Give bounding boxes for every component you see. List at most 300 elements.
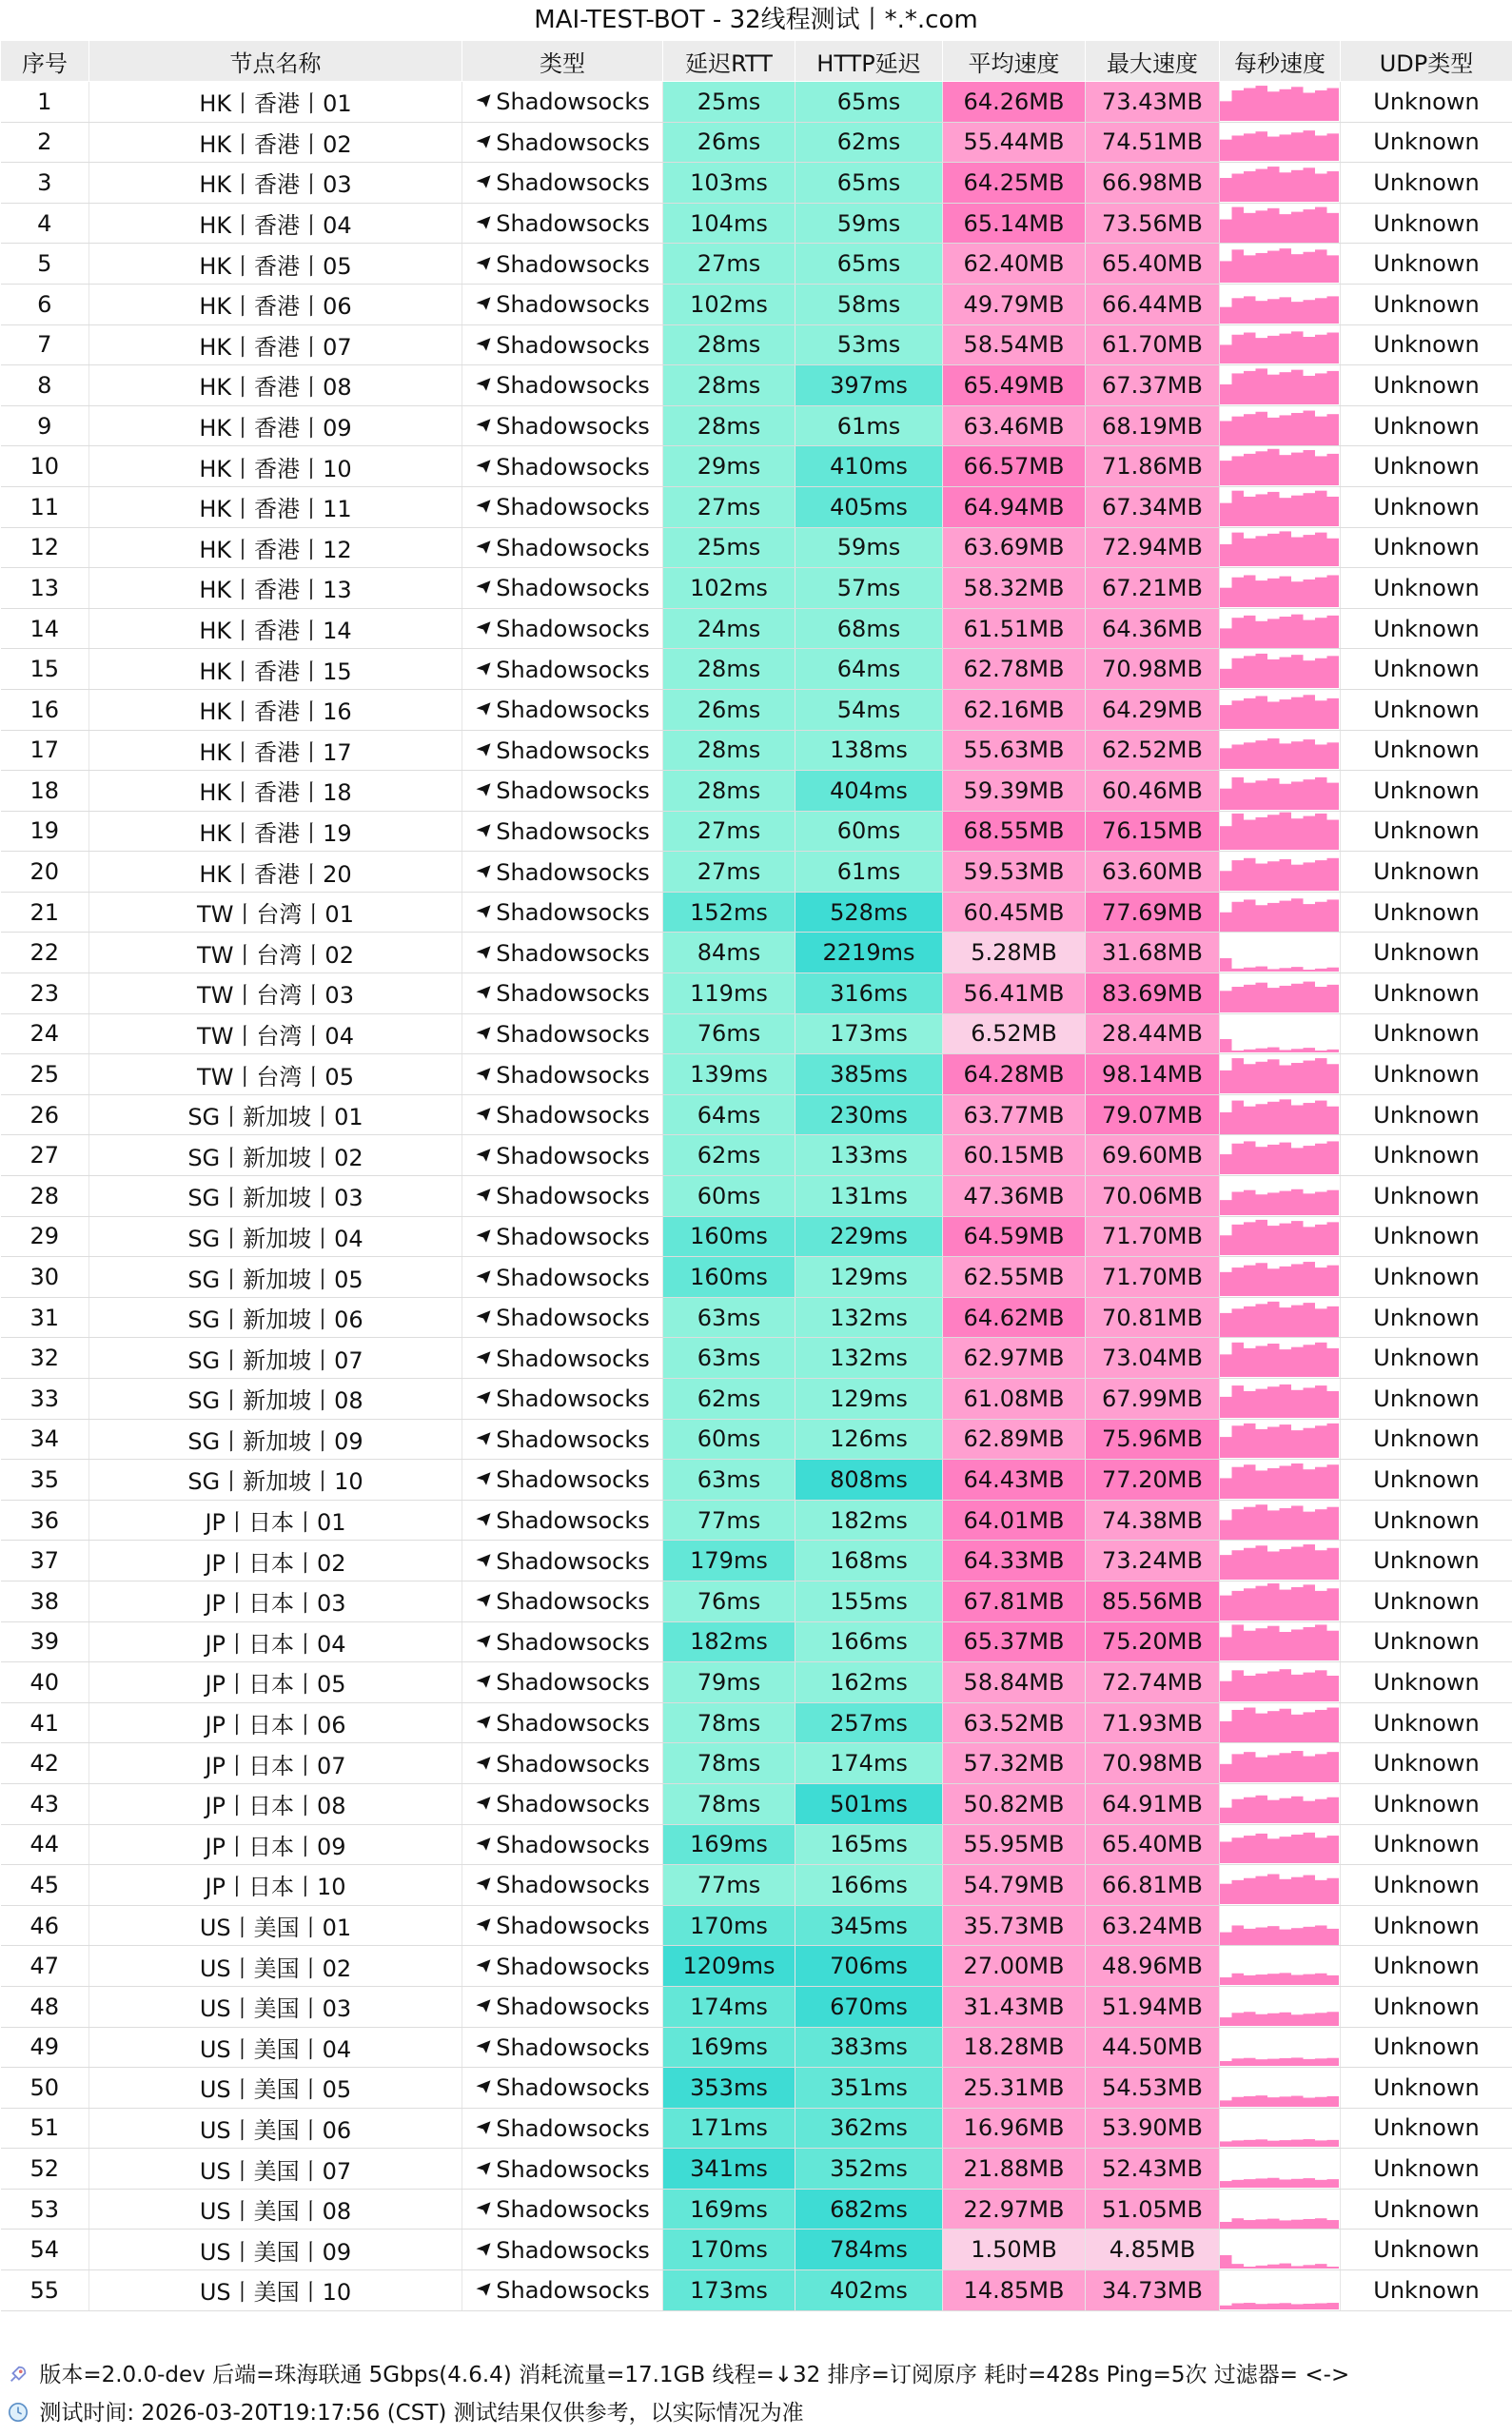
speed-sample-bar	[1291, 302, 1304, 324]
node-name-cell: SG丨新加坡丨07	[89, 1338, 462, 1379]
table-row[interactable]	[1, 1702, 1512, 1743]
paper-plane-icon	[475, 1308, 492, 1326]
node-name-cell: SG丨新加坡丨08	[89, 1379, 462, 1420]
index-cell: 25	[1, 1054, 89, 1095]
speed-sample-bar	[1232, 658, 1245, 688]
speed-sparkline	[1220, 2069, 1339, 2107]
speed-sample-bar	[1280, 1708, 1292, 1741]
speed-sparkline	[1220, 245, 1339, 283]
paper-plane-icon	[475, 376, 492, 393]
table-row[interactable]	[1, 446, 1512, 487]
speed-sample-bar	[1291, 1714, 1304, 1741]
table-row[interactable]	[1, 2027, 1512, 2068]
udp-type-cell: Unknown	[1341, 1824, 1512, 1865]
max-speed-cell: 31.68MB	[1086, 933, 1220, 973]
type-label: Shadowsocks	[496, 2236, 650, 2264]
table-row[interactable]	[1, 1662, 1512, 1703]
speed-sample-bar	[1267, 579, 1280, 607]
table-row[interactable]	[1, 568, 1512, 609]
type-cell	[462, 1176, 663, 1217]
speed-sparkline	[1220, 974, 1339, 1012]
table-row[interactable]	[1, 1135, 1512, 1176]
speed-sample-bar	[1291, 967, 1304, 972]
type-label: Shadowsocks	[496, 1264, 650, 1291]
table-row[interactable]	[1, 1946, 1512, 1987]
table-row[interactable]	[1, 122, 1512, 163]
speed-sample-bar	[1244, 2267, 1256, 2269]
table-row[interactable]	[1, 324, 1512, 365]
avg-speed-cell: 64.28MB	[943, 1054, 1086, 1095]
node-name-cell: SG丨新加坡丨09	[89, 1419, 462, 1460]
table-row[interactable]	[1, 1297, 1512, 1338]
paper-plane-icon	[475, 539, 492, 556]
node-name-cell: HK丨香港丨16	[89, 689, 462, 730]
speed-sample-bar	[1291, 1222, 1304, 1256]
node-name-cell: HK丨香港丨13	[89, 568, 462, 609]
http-latency-cell: 132ms	[795, 1338, 943, 1379]
speed-sample-bar	[1232, 1308, 1245, 1337]
type-cell	[462, 1013, 663, 1054]
speed-sample-bar	[1304, 1262, 1316, 1296]
speed-sample-bar	[1232, 250, 1245, 284]
http-latency-cell: 351ms	[795, 2068, 943, 2109]
speed-sample-bar	[1304, 779, 1316, 810]
speed-sample-bar	[1280, 744, 1292, 770]
max-speed-cell: 73.43MB	[1086, 82, 1220, 123]
table-row[interactable]	[1, 771, 1512, 812]
node-name-cell: US丨美国丨03	[89, 1986, 462, 2027]
speed-sample-bar	[1280, 617, 1292, 648]
speed-sample-bar	[1327, 1707, 1340, 1742]
avg-speed-cell: 58.54MB	[943, 324, 1086, 365]
speed-sparkline	[1220, 2271, 1339, 2309]
table-row[interactable]	[1, 365, 1512, 406]
table-row[interactable]	[1, 1621, 1512, 1662]
type-cell	[462, 649, 663, 690]
table-row[interactable]	[1, 1783, 1512, 1824]
rtt-cell: 27ms	[663, 811, 795, 852]
type-label: Shadowsocks	[496, 1588, 650, 1616]
table-row[interactable]	[1, 2189, 1512, 2230]
speed-sample-bar	[1315, 1670, 1327, 1701]
speed-sample-bar	[1304, 1345, 1316, 1377]
speed-sample-bar	[1232, 1974, 1245, 1985]
speed-sample-bar	[1244, 1836, 1256, 1863]
table-row[interactable]	[1, 1500, 1512, 1541]
index-cell: 43	[1, 1783, 89, 1824]
speed-sample-bar	[1280, 1051, 1292, 1053]
max-speed-cell: 52.43MB	[1086, 2149, 1220, 2190]
index-cell: 9	[1, 405, 89, 446]
speed-sample-bar	[1304, 2266, 1316, 2269]
speed-sample-bar	[1304, 1673, 1316, 1701]
column-header-max-speed[interactable]: 最大速度	[1086, 41, 1220, 82]
node-name-cell: JP丨日本丨10	[89, 1865, 462, 1906]
speed-sample-bar	[1220, 1478, 1232, 1499]
udp-type-cell: Unknown	[1341, 608, 1512, 649]
column-header-avg-speed[interactable]: 平均速度	[943, 41, 1086, 82]
max-speed-cell: 48.96MB	[1086, 1946, 1220, 1987]
rtt-cell: 169ms	[663, 1824, 795, 1865]
speed-sample-bar	[1220, 912, 1232, 931]
speed-sample-bar	[1232, 1051, 1245, 1052]
type-cell	[462, 1419, 663, 1460]
table-row[interactable]	[1, 1865, 1512, 1906]
table-row[interactable]	[1, 608, 1512, 649]
type-label: Shadowsocks	[496, 817, 650, 845]
index-cell: 1	[1, 82, 89, 123]
speed-sample-bar	[1232, 745, 1245, 770]
speed-sample-bar	[1304, 450, 1316, 485]
udp-type-cell: Unknown	[1341, 527, 1512, 568]
speed-sample-bar	[1315, 1798, 1327, 1822]
speed-sparkline	[1220, 1096, 1339, 1134]
table-row[interactable]	[1, 2149, 1512, 2190]
avg-speed-cell: 59.39MB	[943, 771, 1086, 812]
paper-plane-icon	[475, 741, 492, 758]
speed-sample-bar	[1291, 413, 1304, 445]
type-cell	[462, 730, 663, 771]
per-second-speed-cell	[1220, 1379, 1341, 1420]
speed-sparkline	[1220, 1542, 1339, 1580]
speed-sample-bar	[1327, 2058, 1340, 2066]
speed-sample-bar	[1256, 1470, 1268, 1499]
speed-sample-bar	[1244, 1223, 1256, 1256]
speed-sample-bar	[1267, 1101, 1280, 1133]
rtt-cell: 28ms	[663, 365, 795, 406]
speed-sample-bar	[1315, 2264, 1327, 2269]
node-name-cell: HK丨香港丨01	[89, 82, 462, 123]
max-speed-cell: 53.90MB	[1086, 2108, 1220, 2149]
speed-sample-bar	[1244, 1797, 1256, 1822]
table-row[interactable]	[1, 1541, 1512, 1581]
speed-sample-bar	[1244, 1050, 1256, 1052]
rtt-cell: 182ms	[663, 1621, 795, 1662]
speed-sample-bar	[1256, 411, 1268, 444]
index-cell: 42	[1, 1743, 89, 1784]
type-cell	[462, 203, 663, 244]
index-cell: 49	[1, 2027, 89, 2068]
table-row[interactable]	[1, 649, 1512, 690]
table-row[interactable]	[1, 1094, 1512, 1135]
speed-sample-bar	[1244, 1631, 1256, 1660]
rtt-cell: 102ms	[663, 568, 795, 609]
speed-sample-bar	[1291, 581, 1304, 607]
max-speed-cell: 70.06MB	[1086, 1176, 1220, 1217]
max-speed-cell: 44.50MB	[1086, 2027, 1220, 2068]
speed-sample-bar	[1304, 1627, 1316, 1660]
speed-sample-bar	[1291, 170, 1304, 202]
table-row[interactable]	[1, 973, 1512, 1014]
rtt-cell: 63ms	[663, 1297, 795, 1338]
rtt-cell: 25ms	[663, 82, 795, 123]
max-speed-cell: 54.53MB	[1086, 2068, 1220, 2109]
table-row[interactable]	[1, 1176, 1512, 1217]
table-row[interactable]	[1, 730, 1512, 771]
table-row[interactable]	[1, 1824, 1512, 1865]
type-label: Shadowsocks	[496, 1183, 650, 1210]
speed-sample-bar	[1291, 1587, 1304, 1621]
table-row[interactable]	[1, 1216, 1512, 1257]
speed-sample-bar	[1220, 1807, 1232, 1822]
speed-sample-bar	[1280, 415, 1292, 445]
table-row[interactable]	[1, 2230, 1512, 2270]
speed-sample-bar	[1267, 988, 1280, 1012]
speed-sample-bar	[1232, 2097, 1245, 2107]
speed-sample-bar	[1280, 658, 1292, 688]
table-row[interactable]	[1, 527, 1512, 568]
speed-sample-bar	[1304, 1469, 1316, 1499]
max-speed-cell: 70.98MB	[1086, 649, 1220, 690]
speed-sample-bar	[1315, 1191, 1327, 1214]
speed-sample-bar	[1304, 981, 1316, 1012]
type-label: Shadowsocks	[496, 534, 650, 561]
type-label: Shadowsocks	[496, 1831, 650, 1858]
udp-type-cell: Unknown	[1341, 203, 1512, 244]
column-header-index[interactable]: 序号	[1, 41, 89, 82]
rtt-cell: 26ms	[663, 689, 795, 730]
speed-sample-bar	[1220, 871, 1232, 891]
index-cell: 54	[1, 2230, 89, 2270]
table-row[interactable]	[1, 1460, 1512, 1501]
speed-sample-bar	[1232, 490, 1245, 525]
table-row[interactable]	[1, 2108, 1512, 2149]
speed-sample-bar	[1327, 2220, 1340, 2229]
speed-sparkline	[1220, 325, 1339, 363]
paper-plane-icon	[475, 822, 492, 839]
node-name-cell: HK丨香港丨18	[89, 771, 462, 812]
type-cell	[462, 689, 663, 730]
max-speed-cell: 70.98MB	[1086, 1743, 1220, 1784]
rtt-cell: 341ms	[663, 2149, 795, 2190]
speed-sample-bar	[1291, 865, 1304, 891]
table-row[interactable]	[1, 203, 1512, 244]
speed-sample-bar	[1304, 252, 1316, 283]
node-name-cell: TW丨台湾丨03	[89, 973, 462, 1014]
http-latency-cell: 404ms	[795, 771, 943, 812]
max-speed-cell: 77.20MB	[1086, 1460, 1220, 1501]
table-row[interactable]	[1, 1257, 1512, 1298]
speed-sample-bar	[1291, 1464, 1304, 1499]
speed-sample-bar	[1304, 862, 1316, 891]
speed-sample-bar	[1220, 502, 1232, 525]
speed-sample-bar	[1280, 372, 1292, 404]
http-latency-cell: 257ms	[795, 1702, 943, 1743]
type-label: Shadowsocks	[496, 1305, 650, 1332]
speed-sample-bar	[1232, 1385, 1245, 1418]
speed-sample-bar	[1304, 131, 1316, 162]
column-header-type[interactable]: 类型	[462, 41, 663, 82]
table-row[interactable]	[1, 1581, 1512, 1621]
avg-speed-cell: 62.89MB	[943, 1419, 1086, 1460]
speed-sample-bar	[1267, 1974, 1280, 1985]
avg-speed-cell: 55.44MB	[943, 122, 1086, 163]
paper-plane-icon	[475, 1470, 492, 1487]
table-row[interactable]	[1, 284, 1512, 324]
speed-sample-bar	[1267, 738, 1280, 769]
speed-sample-bar	[1327, 1464, 1340, 1499]
column-header-http-latency[interactable]: HTTP延迟	[795, 41, 943, 82]
table-row[interactable]	[1, 892, 1512, 933]
speed-sample-bar	[1315, 1343, 1327, 1377]
speed-sample-bar	[1327, 1306, 1340, 1336]
speed-sample-bar	[1220, 1154, 1232, 1174]
paper-plane-icon	[475, 1997, 492, 2014]
table-row[interactable]	[1, 405, 1512, 446]
speed-sample-bar	[1304, 1584, 1316, 1621]
table-row[interactable]	[1, 933, 1512, 973]
speed-sample-bar	[1315, 578, 1327, 607]
udp-type-cell: Unknown	[1341, 1905, 1512, 1946]
speed-sample-bar	[1291, 1149, 1304, 1175]
http-latency-cell: 405ms	[795, 486, 943, 527]
table-row[interactable]	[1, 1986, 1512, 2027]
speed-sample-bar	[1327, 1836, 1340, 1863]
speed-sample-bar	[1304, 376, 1316, 404]
speed-sample-bar	[1291, 1050, 1304, 1053]
type-label: Shadowsocks	[496, 1872, 650, 1899]
rtt-cell: 103ms	[663, 163, 795, 204]
udp-type-cell: Unknown	[1341, 1581, 1512, 1621]
http-latency-cell: 345ms	[795, 1905, 943, 1946]
speed-sample-bar	[1291, 1390, 1304, 1418]
speed-sample-bar	[1267, 417, 1280, 444]
speed-sample-bar	[1304, 1049, 1316, 1053]
speed-sample-bar	[1256, 1545, 1268, 1580]
speed-sample-bar	[1267, 375, 1280, 404]
speed-sample-bar	[1220, 345, 1232, 364]
node-name-cell: TW丨台湾丨05	[89, 1054, 462, 1095]
speed-sample-bar	[1244, 968, 1256, 972]
speed-sample-bar	[1244, 782, 1256, 809]
type-cell	[462, 1216, 663, 1257]
paper-plane-icon	[475, 214, 492, 231]
rtt-cell: 24ms	[663, 608, 795, 649]
table-row[interactable]	[1, 811, 1512, 852]
paper-plane-icon	[475, 2200, 492, 2217]
table-row[interactable]	[1, 852, 1512, 893]
speed-sample-bar	[1244, 333, 1256, 364]
speed-sample-bar	[1327, 212, 1340, 242]
speed-sample-bar	[1315, 987, 1327, 1012]
index-cell: 40	[1, 1662, 89, 1703]
speed-sample-bar	[1256, 983, 1268, 1012]
avg-speed-cell: 62.16MB	[943, 689, 1086, 730]
speed-sample-bar	[1244, 1306, 1256, 1336]
speed-sample-bar	[1304, 167, 1316, 202]
table-row[interactable]	[1, 244, 1512, 285]
table-row[interactable]	[1, 82, 1512, 123]
speed-sample-bar	[1327, 1424, 1340, 1458]
speed-sample-bar	[1256, 1220, 1268, 1255]
speed-sample-bar	[1327, 171, 1340, 202]
speed-sample-bar	[1280, 699, 1292, 729]
node-name-cell: US丨美国丨09	[89, 2230, 462, 2270]
speed-sample-bar	[1280, 297, 1292, 324]
max-speed-cell: 51.94MB	[1086, 1986, 1220, 2027]
speed-sample-bar	[1291, 1630, 1304, 1661]
udp-type-cell: Unknown	[1341, 2230, 1512, 2270]
avg-speed-cell: 64.43MB	[943, 1460, 1086, 1501]
speed-sample-bar	[1256, 253, 1268, 283]
speed-sample-bar	[1267, 1874, 1280, 1903]
speed-sample-bar	[1256, 2140, 1268, 2148]
speed-sample-bar	[1267, 2059, 1280, 2066]
type-label: Shadowsocks	[496, 858, 650, 886]
type-label: Shadowsocks	[496, 1102, 650, 1130]
index-cell: 23	[1, 973, 89, 1014]
speed-sparkline	[1220, 650, 1339, 688]
table-row[interactable]	[1, 1054, 1512, 1095]
table-row[interactable]	[1, 1379, 1512, 1420]
avg-speed-cell: 64.94MB	[943, 486, 1086, 527]
table-row[interactable]	[1, 486, 1512, 527]
speed-sample-bar	[1291, 1305, 1304, 1336]
table-row[interactable]	[1, 1905, 1512, 1946]
type-cell	[462, 1338, 663, 1379]
type-label: Shadowsocks	[496, 1750, 650, 1778]
speed-sparkline	[1220, 1622, 1339, 1660]
speed-sample-bar	[1304, 2219, 1316, 2229]
speed-sample-bar	[1232, 1709, 1245, 1741]
speed-sample-bar	[1327, 1223, 1340, 1256]
type-cell	[462, 244, 663, 285]
column-header-per-second-speed[interactable]: 每秒速度	[1220, 41, 1341, 82]
type-cell	[462, 2108, 663, 2149]
table-row[interactable]	[1, 2068, 1512, 2109]
max-speed-cell: 63.60MB	[1086, 852, 1220, 893]
speed-sample-bar	[1291, 781, 1304, 810]
speed-sample-bar	[1304, 695, 1316, 729]
table-row[interactable]	[1, 163, 1512, 204]
max-speed-cell: 66.98MB	[1086, 163, 1220, 204]
udp-type-cell: Unknown	[1341, 1541, 1512, 1581]
index-cell: 3	[1, 163, 89, 204]
node-name-cell: SG丨新加坡丨10	[89, 1460, 462, 1501]
rtt-cell: 139ms	[663, 1054, 795, 1095]
column-header-udp-type[interactable]: UDP类型	[1341, 41, 1512, 82]
speed-sample-bar	[1304, 1193, 1316, 1215]
column-header-node-name[interactable]: 节点名称	[89, 41, 462, 82]
column-header-rtt[interactable]: 延迟RTT	[663, 41, 795, 82]
speed-sample-bar	[1291, 2140, 1304, 2147]
speed-sample-bar	[1315, 618, 1327, 648]
speed-sample-bar	[1232, 1755, 1245, 1783]
paper-plane-icon	[475, 1755, 492, 1772]
index-cell: 55	[1, 2270, 89, 2311]
speed-sample-bar	[1280, 813, 1292, 850]
table-row[interactable]	[1, 2270, 1512, 2311]
table-row[interactable]	[1, 1338, 1512, 1379]
speed-sample-bar	[1244, 1190, 1256, 1215]
type-label: Shadowsocks	[496, 250, 650, 278]
table-row[interactable]	[1, 1743, 1512, 1784]
speed-sample-bar	[1256, 740, 1268, 769]
paper-plane-icon	[475, 781, 492, 798]
type-cell	[462, 568, 663, 609]
speed-sample-bar	[1291, 1431, 1304, 1459]
speed-sample-bar	[1280, 577, 1292, 607]
http-latency-cell: 54ms	[795, 689, 943, 730]
index-cell: 34	[1, 1419, 89, 1460]
node-name-cell: HK丨香港丨06	[89, 284, 462, 324]
table-row[interactable]	[1, 1013, 1512, 1054]
speed-sample-bar	[1280, 986, 1292, 1012]
table-row[interactable]	[1, 689, 1512, 730]
paper-plane-icon	[475, 660, 492, 678]
table-row[interactable]	[1, 1419, 1512, 1460]
node-name-cell: HK丨香港丨07	[89, 324, 462, 365]
